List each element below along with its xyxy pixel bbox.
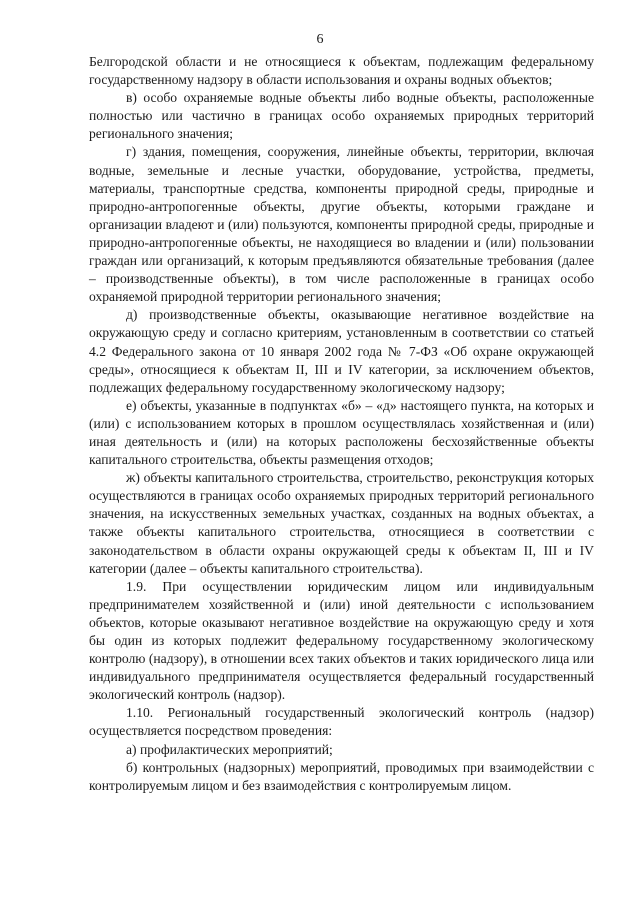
document-body [89, 53, 594, 795]
paragraph-item-b: б) контрольных (надзорных) мероприятий, проводимых при взаимодействии с контролируемым лицом и без взаимодействия с контролируемым лицом. [89, 759, 594, 793]
paragraph-item-e: е) объекты, указанные в подпунктах «б» – «д» настоящего пункта, на которых и (или) с использованием которых в прошлом осуществлялась хозяйственная и (или) иная деятельность и (или) на которых расположены бесхозяйственные объекты капитального строительства, объекты размещения отходов; [89, 397, 594, 468]
paragraph-item-d: д) производственные объекты, оказывающие негативное воздействие на окружающую среду и согласно критериям, установленным в соответствии со статьей 4.2 Федерального закона от 10 января 2002 года № 7-ФЗ «Об охране окружающей среды», относящиеся к объектам II, III и IV категории, за исключением объектов, подлежащих федеральному государственному экологическому надзору; [89, 307, 594, 395]
paragraph-clause-1-9: 1.9. При осуществлении юридическим лицом или индивидуальным предпринимателем хозяйственной и (или) иной деятельности с использованием объектов, которые оказывают негативное воздействие на окружающую среду и хотя бы один из которых подлежит федеральному государственному экологическому контролю (надзору), в отношении всех таких объектов и таких юридического лица или индивидуального предпринимателя осуществляется федеральный государственный экологический контроль (надзор). [89, 578, 594, 703]
paragraph-item-v: в) особо охраняемые водные объекты либо водные объекты, расположенные полностью или частично в границах особо охраняемых природных территорий регионального значения; [89, 90, 594, 142]
paragraph-item-a: а) профилактических мероприятий; [126, 741, 333, 757]
paragraph-item-zh: ж) объекты капитального строительства, строительство, реконструкция которых осуществляются в границах особо охраняемых природных территорий регионального значения, на искусственных земельных участках, созданных на водных объектах, а также объекты капитального строительства, относящиеся в соответствии с законодательством в области охраны окружающей среды к объектам II, III и IV категории (далее – объекты капитального строительства). [89, 470, 594, 576]
page-number: 6 [316, 32, 324, 47]
paragraph-item-g: г) здания, помещения, сооружения, линейные объекты, территории, включая водные, земельные и лесные участки, оборудование, устройства, предметы, материалы, транспортные средства, компоненты природной среды, природные и природно-антропогенные объекты, другие объекты, которыми граждане и организации владеют и (или) пользуются, компоненты природной среды, природные и природно-антропогенные объекты, не находящиеся во владении и (или) пользовании граждан или организаций, к которым предъявляются обязательные требования (далее – производственные объекты), в том числе расположенные в границах особо охраняемой природной территории регионального значения; [89, 144, 594, 305]
paragraph-continuation: Белгородской области и не относящиеся к объектам, подлежащим федеральному государственному надзору в области использования и охраны водных объектов; [89, 54, 594, 88]
paragraph-clause-1-10: 1.10. Региональный государственный экологический контроль (надзор) осуществляется посредством проведения: [89, 705, 594, 739]
